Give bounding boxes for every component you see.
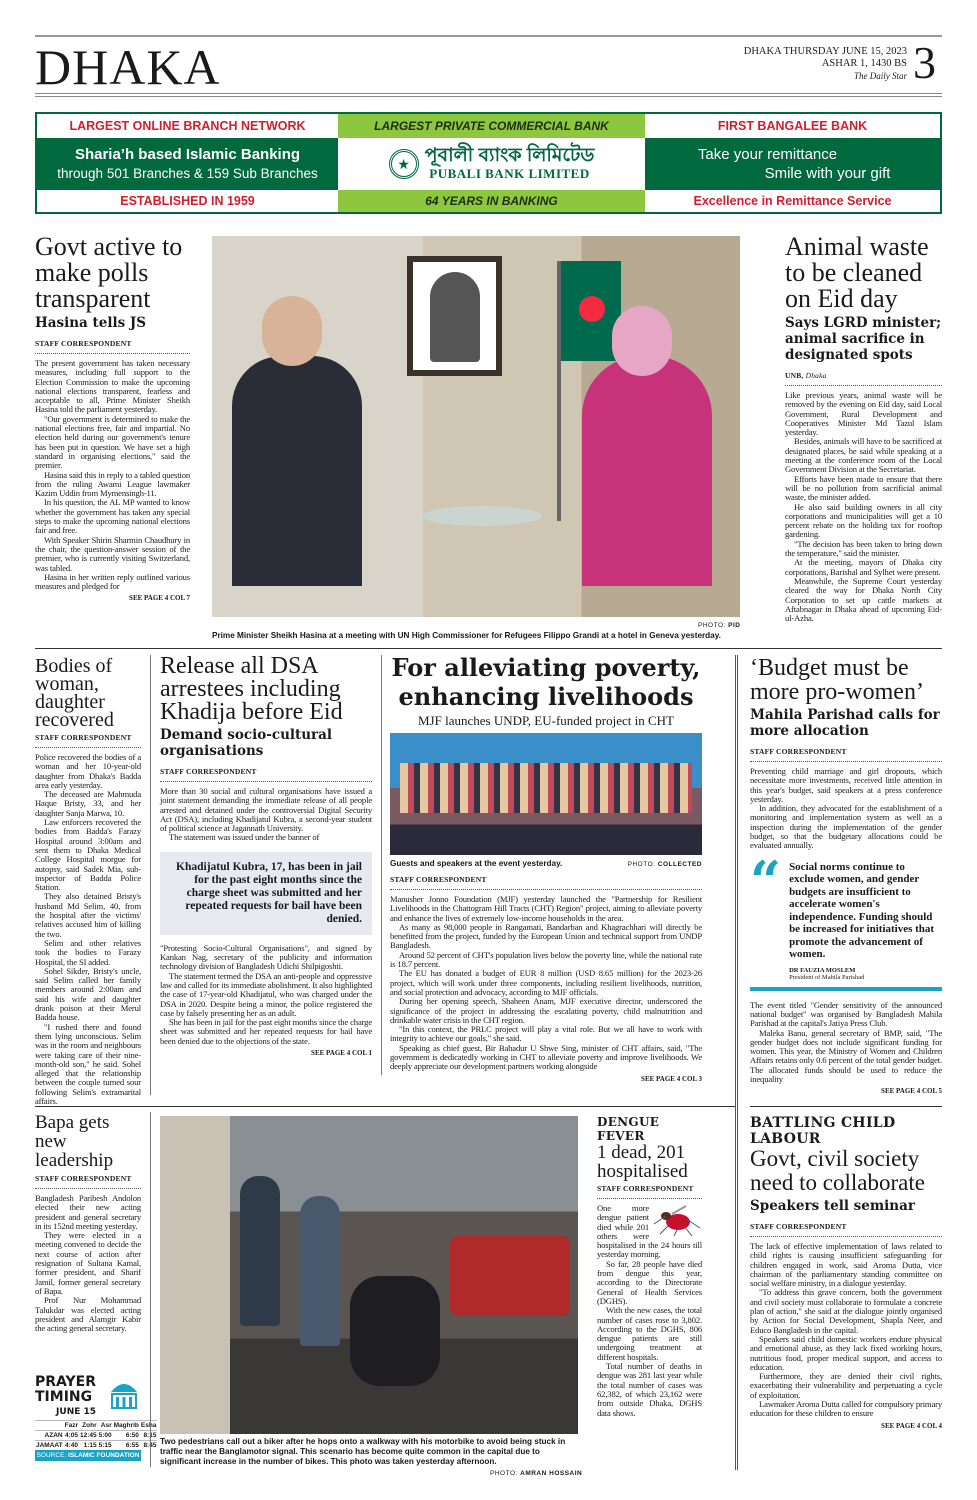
subheadline: Mahila Parishad calls for more allocation [750,707,940,739]
article-bapa [35,1113,141,1333]
paragraph: "I rushed there and found them lying unconscious. Selim was in the room and neighbours were taking care of their nine-month-old son," he said. Sohel alleged that the relationship between the couple turned sour following Selim's extramarital affairs. [35,1021,141,1106]
paragraph: Maleka Banu, general secretary of BMP, said, "The gender budget does not include significant funding for women. This year, the Ministry of Women and Children Affairs retains only 0.6 percent of the total gender budget. The allocated funds should be used to reduce the inequality [750,1027,942,1085]
ad-text: Sharia’h based Islamic Banking [74,146,301,163]
source-name: ISLAMIC FOUNDATION [68,1452,140,1459]
continuation-link[interactable]: SEE PAGE 4 COL 1 [311,1049,372,1058]
dateline: Dhaka [805,371,827,380]
paragraph: Preventing child marriage and girl dropouts, which necessitate more investments, received little attention in this year's budget, said speakers at a press conference yesterday. [750,766,942,804]
table-cell: 4:05 [64,1432,78,1439]
ad-bottom-left: ESTABLISHED IN 1959 [37,190,338,212]
pedestrian [300,1196,340,1346]
table-cell [35,1421,64,1431]
headline: Bodies of woman, daughter recovered [35,655,114,731]
paragraph: Prof Nur Mohammad Talukdar was elected acting president and Alamgir Kabir the acting general secretary. [35,1295,141,1334]
byline: STAFF CORRESPONDENT [35,339,190,354]
paragraph: "To address this grave concern, both the government and civil society must collaborate to formulate a concrete plan of action," she said at the dialogue jointly organised by Action for Social Development, Shapla Neer, and Educo Bangladesh in the capital. [750,1287,942,1335]
bank-advertisement[interactable] [35,112,942,214]
paragraph: With the new cases, the total number of cases rose to 3,802. According to the DGHS, 806 dengue patients are still undergoing treatment at different hospitals. [597,1305,702,1362]
paragraph: In his question, the AL MP wanted to know whether the government has taken any special steps to make the upcoming national elections fair and free. [35,497,190,536]
headline: Bapa gets new leadership [35,1112,114,1171]
portrait-frame [407,256,502,376]
table-cell: 4:40 [64,1442,78,1449]
article-budget [750,656,942,1095]
article-bodies [35,657,141,1106]
table-cell: 1:15 [79,1441,98,1451]
photo-caption: Guests and speakers at the event yesterday. [390,859,563,868]
source-label: SOURCE: [36,1452,67,1459]
paragraph: Meanwhile, the Supreme Court yesterday cleared the way for Dhaka North City Corporation to set up cattle markets at Aftabnagar in Dhaka ahead of upcoming Eid-ul-Azha. [785,575,942,624]
traffic [450,1236,570,1316]
paragraph: Police recovered the bodies of a woman and her 10-year-old daughter from Dhaka's Badda area early yesterday. [35,752,141,790]
article-body [750,1001,942,1085]
col-header: Maghrib [113,1422,139,1429]
ad-text: through 501 Branches & 159 Sub Branches [57,166,318,181]
quote-author-title: President of Mahila Parishad [789,973,865,981]
byline: STAFF CORRESPONDENT [750,1222,942,1237]
subheadline: Speakers tell seminar [750,1198,915,1214]
pull-quote: Khadijatul Kubra, 17, has been in jail for the past eight months since the charge sheet was submitted and her repeated requests for bail have been denied. [160,852,372,935]
article-polls [35,234,190,602]
credit-name: AMRAN HOSSAIN [520,1470,583,1477]
article-body [35,1194,141,1333]
paragraph: Efforts have been made to ensure that there will be no pollution from sacrificial animal waste, the minister added. [785,473,942,503]
paragraph: She has been in jail for the past eight months since the charge sheet was submitted and her repeated requests for bail have been denied due to the objections of the state. [160,1017,372,1046]
paragraph: The present government has taken necessary measures, including full support to the Election Commission to make the upcoming national elections transparent, fearless and acceptable to all, Prime Minister Sheikh Hasina told the parliament yesterday. [35,358,190,415]
table-cell: 5:15 [98,1442,112,1449]
table-row [35,1431,157,1441]
bank-seal-icon: ★ [389,149,419,179]
headline: For alleviating poverty, enhancing livelihoods [391,653,701,711]
table-cell: JAMAAT [36,1442,63,1449]
article-body [785,391,942,623]
byline: STAFF CORRESPONDENT [597,1184,702,1199]
byline: STAFF CORRESPONDENT [390,875,702,890]
building-wall [160,1116,230,1434]
byline: STAFF CORRESPONDENT [35,733,141,748]
paragraph: Hasina said this in reply to a tabled question from the ruling Awami League lawmaker Kazim Uddin from Mymensingh-11. [35,469,190,499]
table-cell: 6:50 [113,1431,140,1441]
paragraph: Total number of deaths in dengue was 281 last year while the total number of cases was 62,382, of which 23,162 were from outside Dhaka, DGHS data shows. [597,1361,702,1418]
bank-name-bengali: পূবালী ব্যাংক লিমিটেড [424,145,595,166]
article-body [597,1204,702,1418]
paragraph: Selim and other relatives took the bodies to Farazy Hospital, the SI added. [35,937,141,967]
date: DHAKA THURSDAY JUNE 15, 2023 [743,46,907,57]
table-cell: AZAN [35,1431,64,1441]
photo-caption: Prime Minister Sheikh Hasina at a meeting with UN High Commissioner for Refugees Filippo Grandi at a hotel in Geneva yesterday. [212,631,721,640]
continuation-link[interactable]: SEE PAGE 4 COL 5 [881,1087,942,1096]
headline: Govt active to make polls transparent [35,232,183,313]
byline: STAFF CORRESPONDENT [160,767,372,782]
article-body [750,1242,942,1419]
paper-logo: The Daily Star [854,71,907,81]
group-of-people [400,763,692,813]
section-title: DHAKA [35,39,221,95]
credit-name: COLLECTED [657,861,702,868]
quote-text: Social norms continue to exclude women, and gender budgets are insufficient to accelerate women's independence. Funding should be increased for initiatives that promote the advancement of women. [789,860,935,961]
paragraph: Bangladesh Paribesh Andolon elected their new acting president and general secretary in its 152nd meeting yesterday. [35,1193,141,1231]
pedestrian [240,1176,280,1326]
article-poverty [390,653,702,1083]
paragraph: They were elected in a meeting convened to decide the next course of action after resignation of Sultana Kamal, former president, and Sharif Jamil, former general secretary of Bapa. [35,1230,141,1296]
article-body [390,895,702,1072]
paragraph: "In this context, the PRLC project will play a vital role. But we all have to work with integrity to achieve our goals," she said. [390,1024,702,1044]
paragraph: Law enforcers recovered the bodies from Badda's Farazy Hospital around 3:00am and sent them to Dhaka Medical College Hospital morgue for autopsy, said Sadek Mia, sub-inspector of Badda Police Station. [35,817,141,893]
paragraph: With Speaker Shirin Sharmin Chaudhury in the chair, the question-answer session of the premier, who is currently visiting Switzerland, was tabled. [35,534,190,573]
col-header: Asr [98,1421,113,1431]
credit-label: PHOTO: [490,1470,518,1477]
ad-bottom-center: 64 YEARS IN BANKING [338,190,645,212]
paragraph: Like previous years, animal waste will be removed by the evening on Eid day, said Local Government, Rural Development and Cooperatives Minister Md Tazul Islam yesterday. [785,390,942,438]
paragraph: Besides, animals will have to be sacrificed at designated places, he said while speaking at a meeting at the conference room of the Local Government Division at the Secretariat. [785,436,942,475]
paragraph: The EU has donated a budget of EUR 8 million (USD 8.65 million) for the 2023-26 project, which will work under three components, including resilient livelihoods, nutrition, and social protection and advocacy, according to MJF officials. [390,968,702,997]
byline [785,371,942,386]
credit-label: PHOTO: [698,622,726,629]
article-body [35,359,190,591]
table-cell: 5:00 [98,1432,112,1439]
table-cell: 6:55 [113,1441,140,1451]
continuation-link[interactable]: SEE PAGE 4 COL 7 [129,594,190,603]
mosque-icon [107,1376,141,1410]
quote-box [750,848,942,981]
paragraph: They also detained Bristy's husband Md Selim, 40, from the hospital after the victims' relatives accused him of killing the two. [35,891,141,939]
paragraph: In addition, they advocated for the establishment of a monitoring and implementation system as well as a inspection during the implementation of the gender budget, so that the budgetary allocations could be evaluated annually. [750,803,942,851]
headline: Release all DSA arrestees including Khadija before Eid [160,653,343,725]
paragraph: Lawmaker Aroma Dutta called for compulsory primary education for these children to ensure [750,1399,942,1419]
paragraph: "The decision has been taken to bring down the temperature," said the minister. [785,538,942,559]
col-header: Esha [140,1422,157,1429]
article-body [160,787,372,843]
headline: Animal waste to be cleaned on Eid day [785,232,929,313]
table-cell: 8:45 [140,1441,158,1451]
paragraph: "Our government is determined to make the national elections free, fair and impartial. No election held during our government's tenure has been put in question. We have set a high standard in organising elections," said the premier. [35,413,190,471]
headline: ‘Budget must be more pro-women’ [750,655,924,705]
article-dsa [160,655,372,1057]
paragraph: The lack of effective implementation of laws related to child rights is causing insufficient safeguarding for children engaged in work, said Aroma Dutta, vice chairman of the parliamentary standing committee on social welfare ministry, in a dialogue yesterday. [750,1241,942,1289]
person-right [582,356,712,586]
divider [750,987,942,991]
table-cell: 8:15 [140,1431,158,1441]
main-photo [212,236,740,617]
prayer-title: PRAYER [35,1374,97,1390]
paragraph: As many as 98,000 people in Rangamati, Bandarban and Khagrachhari will directly be benefitted from the project, funded by the European Union and technical support from UNDP Bangladesh. [390,921,702,951]
paragraph: At the meeting, mayors of Dhaka city corporations, Barishal and Sylhet were present. [785,557,942,577]
article-body [750,767,942,851]
ad-mid-right [645,138,940,190]
dateline [744,46,907,82]
byline: STAFF CORRESPONDENT [35,1174,141,1189]
paragraph: The statement was issued under the banner of [169,832,320,843]
bank-name: PUBALI BANK LIMITED [429,166,590,181]
col-header: Zohr [79,1421,98,1431]
paragraph: The statement termed the DSA an anti-people and oppressive law and called for its immediate abolishment. It also highlighted the case of 17-year-old Khadijatul, who was charged under the DSA in 2020. Despite being a minor, the police registered the case by falsely presenting her as an adult. [160,970,372,1018]
article-child-labour [750,1115,942,1430]
subheadline: MJF launches UNDP, EU-funded project in CHT [418,713,674,728]
prayer-title: TIMING [35,1389,93,1405]
continuation-link[interactable]: SEE PAGE 4 COL 4 [881,1421,942,1430]
subheadline: Says LGRD minister; animal sacrifice in designated spots [785,315,942,363]
kicker: DENGUE FEVER [597,1115,660,1143]
paragraph: "Protesting Socio-Cultural Organisations", and signed by Kankan Nag, secretary of the publicity and information technology division of Bangladesh Udichi Shilpigoshti. [160,942,372,972]
credit-name: PID [728,622,741,629]
continuation-link[interactable]: SEE PAGE 4 COL 3 [641,1074,702,1083]
article-dengue [597,1115,702,1418]
photo-credit [628,861,702,868]
photo-credit [490,1470,582,1477]
article-animal-waste [785,234,942,623]
paragraph: More than 30 social and cultural organisations have issued a joint statement demanding the immediate release of all people arrested and detained under the controversial Digital Security Act (DSA), including Khadijatul Kubra, a second-year student of political science at Jagannath University. [160,786,372,834]
paragraph: Hasina in her written reply outlined various measures and pledged for [35,571,190,592]
ad-top-right: FIRST BANGALEE BANK [645,114,940,138]
glass-table [422,506,542,526]
headline: 1 dead, 201 hospitalised [597,1142,688,1182]
subheadline: Hasina tells JS [35,315,147,331]
prayer-source [35,1450,141,1461]
person-left [232,356,362,586]
kicker: BATTLING CHILD LABOUR [750,1115,896,1147]
prayer-date: JUNE 15 [56,1407,97,1417]
credit-label: PHOTO: [627,861,656,868]
paragraph: So far, 28 people have died from dengue this year, according to the Directorate General of Health Services (DGHS). [597,1258,702,1306]
photo-caption: Two pedestrians call out a biker after he hops onto a walkway with his motorbike to avoid being stuck in traffic near the Banglamotor signal. This scenario has become quite common in the capital due to significant increase in the number of bikes. This photo was taken yesterday afternoon. [160,1437,566,1466]
paragraph: He also said building owners in all city corporations and municipalities will get a 10 percent rebate on the holding tax for rooftop gardening. [785,501,942,540]
mosquito-icon [652,1204,702,1236]
ad-top-center: LARGEST PRIVATE COMMERCIAL BANK [338,114,645,138]
event-photo [390,733,702,855]
ad-top-left: LARGEST ONLINE BRANCH NETWORK [37,114,338,138]
col-header: Fazr [64,1422,78,1429]
paragraph: Around 52 percent of CHT's population lives below the poverty line, while the national rate is 18.7 percent. [390,949,702,970]
article-body [35,753,141,1106]
agency: UNB, [785,371,804,380]
page-number: 3 [913,37,936,88]
ad-bottom-right: Excellence in Remittance Service [645,190,940,212]
article-body [160,944,372,1046]
bengali-date: ASHAR 1, 1430 BS [821,58,907,69]
paragraph: Manusher Jonno Foundation (MJF) yesterday launched the "Partnership for Resilient Livelihoods in the Chattogram Hill Tracts (CHT) Region" project, aiming to alleviate poverty and enhance the lives of extremely low-income households in the area. [390,894,702,923]
paragraph: The deceased are Mahmuda Haque Bristy, 33, and her daughter Sanja Marwa, 10. [35,789,141,818]
paragraph: During her opening speech, Shaheen Anam, MJF executive director, underscored the significance of the project in addressing the escalating poverty, child malnutrition and drinkable water crisis in the CHT region. [390,996,702,1025]
paragraph: Sohel Sikder, Bristy's uncle, said Selim called her family members around 2:00am and said his wife and daughter drank poison at their Merul Badda house. [35,965,141,1023]
paragraph: One more dengue patient died while 201 others were hospitalised in the 24 hours till yesterday morning. [597,1203,702,1260]
paragraph: Speaking as chief guest, Bir Bahadur U Shwe Sing, minister of CHT affairs, said, "The government is dedicatedly working in CHT to alleviate poverty and improve livelihoods. We deeply appreciate our development partners working alongside [390,1042,702,1072]
person-left-head [262,296,322,366]
bank-logo [338,138,645,190]
motorbike [350,1276,440,1386]
ad-text: Take your remittance [697,146,838,163]
prayer-table [35,1420,157,1450]
table-cell: 12:45 [79,1432,97,1439]
quote-author: DR FAUZIA MOSLEM [789,966,856,974]
subheadline: Demand socio-cultural organisations [160,727,333,759]
ad-text: Smile with your gift [764,165,891,182]
paragraph: Furthermore, they are denied their civil rights, exacerbating their vulnerability and perpetuating a cycle of exploitation. [750,1371,942,1400]
traffic-photo [160,1116,578,1434]
byline: STAFF CORRESPONDENT [750,747,942,762]
headline: Govt, civil society need to collaborate [750,1146,925,1195]
quote-icon: “ [750,848,782,913]
person-right-head [612,306,672,376]
ad-mid-left [37,138,338,190]
photo-credit [698,622,740,629]
table-row [35,1441,157,1451]
prayer-timing-box [35,1374,157,1461]
paragraph: Speakers said child domestic workers endure physical and emotional abuse, as they lack fixed working hours, nutritious food, proper medical support, and access to education. [750,1333,942,1372]
paragraph: The event titled "Gender sensitivity of the announced national budget" was organised by Bangladesh Mahila Parishad at the capital's Jatiya Press Club. [750,999,942,1029]
